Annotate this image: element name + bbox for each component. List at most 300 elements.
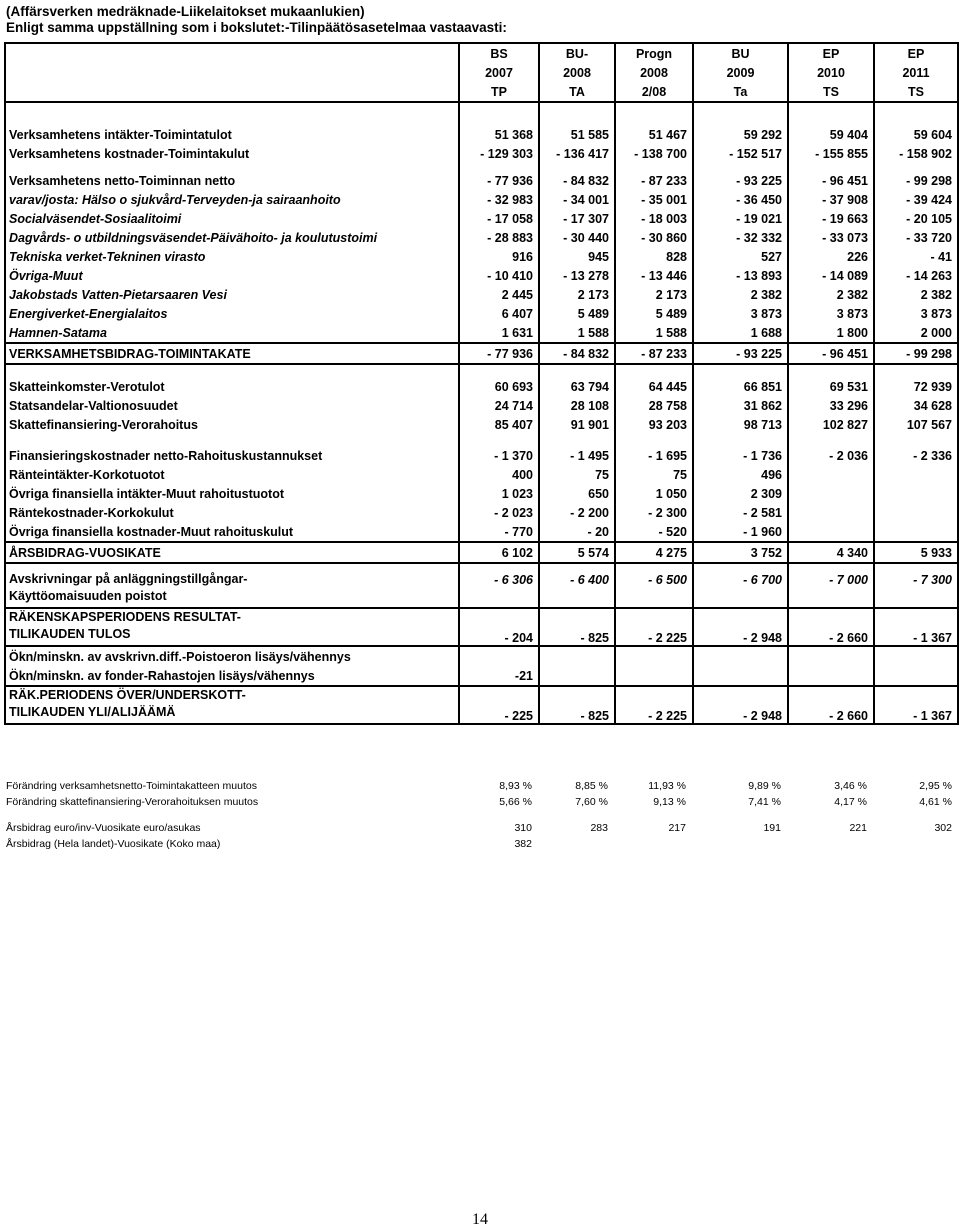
value-cell: - 93 225 [693, 343, 788, 364]
value-cell: 1 688 [693, 323, 788, 343]
indicator-value: 8,93 % [499, 779, 532, 792]
column-header-cell: BS [459, 43, 539, 63]
column-header-cell: BU- [539, 43, 615, 63]
indicator-label: Årsbidrag (Hela landet)-Vuosikate (Koko maa) [6, 837, 221, 850]
value-cell: - 77 936 [459, 171, 539, 190]
spacer-cell [5, 364, 459, 377]
value-cell [874, 646, 958, 666]
row-label: varav/josta: Hälso o sjukvård-Terveyden-ja sairaanhoito [5, 190, 459, 209]
value-cell: - 1 367 [874, 686, 958, 724]
value-cell: 2 382 [788, 285, 874, 304]
value-cell: 2 382 [693, 285, 788, 304]
value-cell: - 96 451 [788, 343, 874, 364]
spacer-cell [539, 102, 615, 125]
column-header-cell: TS [788, 82, 874, 102]
value-cell: - 20 105 [874, 209, 958, 228]
row-label: Ränteintäkter-Korkotuotot [5, 465, 459, 484]
value-cell: 59 604 [874, 125, 958, 144]
value-cell: - 2 036 [788, 446, 874, 465]
value-cell: 5 574 [539, 542, 615, 563]
value-cell: - 10 410 [459, 266, 539, 285]
row-label: VERKSAMHETSBIDRAG-TOIMINTAKATE [5, 343, 459, 364]
spacer-cell [693, 434, 788, 446]
table-row [5, 171, 958, 190]
value-cell: 51 585 [539, 125, 615, 144]
indicator-value: 302 [934, 821, 952, 834]
value-cell: 51 368 [459, 125, 539, 144]
value-cell: 60 693 [459, 377, 539, 396]
indicator-label: Förändring skattefinansiering-Verorahoituksen muutos [6, 795, 259, 808]
column-header-cell: 2011 [874, 63, 958, 82]
indicator-value [612, 836, 690, 852]
table-row [5, 522, 958, 542]
value-cell: 102 827 [788, 415, 874, 434]
column-header-cell: 2008 [539, 63, 615, 82]
table-row [5, 503, 958, 522]
value-cell: 66 851 [693, 377, 788, 396]
spacer-row [5, 364, 958, 377]
value-cell [874, 503, 958, 522]
value-cell [615, 646, 693, 666]
value-cell: 72 939 [874, 377, 958, 396]
page-number: 14 [472, 1211, 488, 1228]
value-cell: - 129 303 [459, 144, 539, 163]
value-cell: - 6 306 [459, 571, 539, 608]
value-cell: - 93 225 [693, 171, 788, 190]
value-cell: - 1 495 [539, 446, 615, 465]
indicator-row [6, 778, 956, 794]
value-cell: - 77 936 [459, 343, 539, 364]
column-header-cell: 2008 [615, 63, 693, 82]
table-row [5, 571, 958, 608]
row-label: Skatteinkomster-Verotulot [5, 377, 459, 396]
column-header-cell: 2009 [693, 63, 788, 82]
scan-cut-edge [0, 854, 960, 862]
value-cell: 51 467 [615, 125, 693, 144]
row-label: Ökn/minskn. av avskrivn.diff.-Poistoeron lisäys/vähennys [5, 646, 459, 666]
value-cell: 63 794 [539, 377, 615, 396]
value-cell: - 6 400 [539, 571, 615, 608]
value-cell [788, 522, 874, 542]
indicator-table [6, 778, 956, 852]
row-label: Verksamhetens netto-Toiminnan netto [5, 171, 459, 190]
table-row [5, 686, 958, 724]
table-row [5, 608, 958, 646]
value-cell: 4 275 [615, 542, 693, 563]
spacer-cell [874, 102, 958, 125]
spacer-cell [874, 364, 958, 377]
row-label: Verksamhetens intäkter-Toimintatulot [5, 125, 459, 144]
value-cell: 2 445 [459, 285, 539, 304]
value-cell: 28 108 [539, 396, 615, 415]
indicator-value: 9,13 % [653, 795, 686, 808]
value-cell: 69 531 [788, 377, 874, 396]
value-cell: 91 901 [539, 415, 615, 434]
value-cell: 2 382 [874, 285, 958, 304]
value-cell: - 152 517 [693, 144, 788, 163]
spacer-cell [615, 364, 693, 377]
value-cell: - 825 [539, 608, 615, 646]
value-cell: - 2 225 [615, 686, 693, 724]
value-cell: - 2 023 [459, 503, 539, 522]
value-cell: 31 862 [693, 396, 788, 415]
value-cell [874, 522, 958, 542]
spacer-cell [459, 364, 539, 377]
value-cell: - 2 660 [788, 608, 874, 646]
column-header-cell: 2010 [788, 63, 874, 82]
value-cell [693, 666, 788, 686]
row-label: Verksamhetens kostnader-Toimintakulut [5, 144, 459, 163]
column-header-cell: BU [693, 43, 788, 63]
value-cell: - 2 948 [693, 686, 788, 724]
value-cell: - 13 278 [539, 266, 615, 285]
value-cell: - 84 832 [539, 343, 615, 364]
column-header-cell: Progn [615, 43, 693, 63]
spacer-cell [788, 102, 874, 125]
indicator-value: 4,61 % [919, 795, 952, 808]
table-row [5, 666, 958, 686]
value-cell: - 37 908 [788, 190, 874, 209]
column-header-blank [5, 82, 459, 102]
value-cell: - 2 948 [693, 608, 788, 646]
spacer-row [5, 163, 958, 171]
value-cell [788, 503, 874, 522]
value-cell: - 2 581 [693, 503, 788, 522]
value-cell: - 19 663 [788, 209, 874, 228]
indicator-label: Årsbidrag euro/inv-Vuosikate euro/asukas [6, 821, 201, 834]
value-cell: - 770 [459, 522, 539, 542]
value-cell: 1 588 [615, 323, 693, 343]
value-cell: - 96 451 [788, 171, 874, 190]
value-cell: 828 [615, 247, 693, 266]
value-cell: 1 588 [539, 323, 615, 343]
value-cell: 6 407 [459, 304, 539, 323]
column-header-cell: TS [874, 82, 958, 102]
value-cell: 2 173 [539, 285, 615, 304]
value-cell: 85 407 [459, 415, 539, 434]
value-cell: 1 050 [615, 484, 693, 503]
spacer-cell [539, 364, 615, 377]
table-row [5, 542, 958, 563]
spacer-cell [539, 163, 615, 171]
header-line-2: Enligt samma uppställning som i bokslutet:-Tilinpäätösasetelmaa vastaavasti: [6, 20, 507, 35]
stats-spacer-cell [6, 810, 956, 820]
table-row [5, 343, 958, 364]
value-cell: - 158 902 [874, 144, 958, 163]
value-cell: - 32 332 [693, 228, 788, 247]
spacer-cell [459, 563, 539, 571]
row-label-line: Avskrivningar på anläggningstillgångar- [9, 572, 248, 586]
spacer-cell [615, 563, 693, 571]
value-cell: - 2 200 [539, 503, 615, 522]
value-cell [459, 646, 539, 666]
value-cell: - 155 855 [788, 144, 874, 163]
value-cell: - 1 367 [874, 608, 958, 646]
value-cell: 4 340 [788, 542, 874, 563]
value-cell: 1 631 [459, 323, 539, 343]
spacer-cell [459, 434, 539, 446]
spacer-cell [693, 364, 788, 377]
value-cell: - 17 058 [459, 209, 539, 228]
value-cell: - 19 021 [693, 209, 788, 228]
indicator-value: 221 [849, 821, 867, 834]
value-cell: - 36 450 [693, 190, 788, 209]
value-cell: -21 [459, 666, 539, 686]
value-cell: - 99 298 [874, 171, 958, 190]
row-label: Tekniska verket-Tekninen virasto [5, 247, 459, 266]
row-label [5, 571, 459, 608]
table-row [5, 209, 958, 228]
value-cell: - 1 370 [459, 446, 539, 465]
header-line-1: (Affärsverken medräknade-Liikelaitokset mukaanlukien) [6, 4, 365, 19]
spacer-row [5, 434, 958, 446]
indicator-value: 5,66 % [499, 795, 532, 808]
spacer-cell [459, 163, 539, 171]
spacer-cell [693, 563, 788, 571]
row-label-line: RÄKENSKAPSPERIODENS RESULTAT- [9, 610, 241, 624]
spacer-cell [788, 434, 874, 446]
row-label: Övriga finansiella kostnader-Muut rahoituskulut [5, 522, 459, 542]
value-cell: - 28 883 [459, 228, 539, 247]
value-cell: 400 [459, 465, 539, 484]
spacer-cell [459, 102, 539, 125]
column-header-cell: 2/08 [615, 82, 693, 102]
value-cell: 24 714 [459, 396, 539, 415]
value-cell: - 2 336 [874, 446, 958, 465]
table-row [5, 304, 958, 323]
value-cell: 33 296 [788, 396, 874, 415]
column-header-cell: TA [539, 82, 615, 102]
table-row [5, 190, 958, 209]
value-cell: 34 628 [874, 396, 958, 415]
table-row [5, 285, 958, 304]
value-cell: - 30 860 [615, 228, 693, 247]
value-cell: - 7 000 [788, 571, 874, 608]
value-cell: 98 713 [693, 415, 788, 434]
spacer-cell [788, 163, 874, 171]
value-cell [788, 666, 874, 686]
indicator-value: 7,41 % [748, 795, 781, 808]
value-cell [874, 666, 958, 686]
value-cell: - 30 440 [539, 228, 615, 247]
value-cell: - 2 225 [615, 608, 693, 646]
indicator-value: 7,60 % [575, 795, 608, 808]
column-header-blank [5, 43, 459, 63]
spacer-cell [5, 434, 459, 446]
value-cell: - 520 [615, 522, 693, 542]
indicator-value: 382 [514, 837, 532, 850]
value-cell: 945 [539, 247, 615, 266]
value-cell [539, 646, 615, 666]
row-label: Statsandelar-Valtionosuudet [5, 396, 459, 415]
spacer-cell [615, 434, 693, 446]
indicator-row [6, 794, 956, 810]
table-row [5, 446, 958, 465]
value-cell: 75 [539, 465, 615, 484]
table-row [5, 465, 958, 484]
value-cell: - 1 695 [615, 446, 693, 465]
indicator-value [785, 836, 871, 852]
value-cell [874, 465, 958, 484]
value-cell: - 14 263 [874, 266, 958, 285]
table-row [5, 646, 958, 666]
value-cell: - 204 [459, 608, 539, 646]
indicator-value [871, 836, 956, 852]
column-header-cell: TP [459, 82, 539, 102]
row-label [5, 686, 459, 724]
value-cell: - 34 001 [539, 190, 615, 209]
value-cell: 527 [693, 247, 788, 266]
column-header-row [5, 43, 958, 63]
value-cell: - 2 300 [615, 503, 693, 522]
table-row [5, 144, 958, 163]
spacer-cell [5, 102, 459, 125]
column-header-blank [5, 63, 459, 82]
value-cell: - 33 073 [788, 228, 874, 247]
value-cell: 3 873 [874, 304, 958, 323]
value-cell: 6 102 [459, 542, 539, 563]
value-cell: 1 023 [459, 484, 539, 503]
value-cell: - 825 [539, 686, 615, 724]
spacer-cell [615, 163, 693, 171]
row-label-line: Käyttöomaisuuden poistot [9, 589, 167, 603]
value-cell: 59 404 [788, 125, 874, 144]
value-cell: 1 800 [788, 323, 874, 343]
value-cell: - 1 960 [693, 522, 788, 542]
row-label: Övriga-Muut [5, 266, 459, 285]
value-cell: 5 933 [874, 542, 958, 563]
value-cell: 2 173 [615, 285, 693, 304]
indicator-value: 11,93 % [648, 779, 686, 792]
spacer-cell [615, 102, 693, 125]
table-row [5, 484, 958, 503]
indicator-value: 3,46 % [834, 779, 867, 792]
value-cell: - 87 233 [615, 343, 693, 364]
stats-spacer [6, 810, 956, 820]
column-header-cell: Ta [693, 82, 788, 102]
spacer-cell [874, 163, 958, 171]
indicator-row [6, 836, 956, 852]
value-cell [788, 646, 874, 666]
value-cell: - 39 424 [874, 190, 958, 209]
value-cell: 3 752 [693, 542, 788, 563]
value-cell: 916 [459, 247, 539, 266]
row-label: Finansieringskostnader netto-Rahoituskustannukset [5, 446, 459, 465]
spacer-cell [5, 563, 459, 571]
value-cell: - 138 700 [615, 144, 693, 163]
value-cell: - 7 300 [874, 571, 958, 608]
value-cell: 3 873 [788, 304, 874, 323]
indicator-label: Förändring verksamhetsnetto-Toimintakatteen muutos [6, 779, 257, 792]
value-cell [615, 666, 693, 686]
table-row [5, 125, 958, 144]
table-row [5, 266, 958, 285]
row-label: Hamnen-Satama [5, 323, 459, 343]
spacer-cell [539, 434, 615, 446]
value-cell: - 225 [459, 686, 539, 724]
table-row [5, 228, 958, 247]
value-cell [539, 666, 615, 686]
indicator-value: 9,89 % [748, 779, 781, 792]
spacer-cell [5, 163, 459, 171]
value-cell: 5 489 [539, 304, 615, 323]
spacer-cell [539, 563, 615, 571]
column-header-row [5, 63, 958, 82]
indicator-value [690, 836, 785, 852]
row-label: Jakobstads Vatten-Pietarsaaren Vesi [5, 285, 459, 304]
row-label: Dagvårds- o utbildningsväsendet-Päivähoito- ja koulutustoimi [5, 228, 459, 247]
value-cell: 5 489 [615, 304, 693, 323]
indicator-value: 310 [514, 821, 532, 834]
indicator-value: 217 [668, 821, 686, 834]
table-row [5, 323, 958, 343]
value-cell: 2 309 [693, 484, 788, 503]
indicator-value: 191 [763, 821, 781, 834]
value-cell: - 35 001 [615, 190, 693, 209]
value-cell: - 6 700 [693, 571, 788, 608]
spacer-cell [693, 102, 788, 125]
table-row [5, 396, 958, 415]
spacer-cell [693, 163, 788, 171]
spacer-row [5, 563, 958, 571]
spacer-cell [874, 434, 958, 446]
row-label: Räntekostnader-Korkokulut [5, 503, 459, 522]
table-row [5, 247, 958, 266]
indicator-value: 4,17 % [834, 795, 867, 808]
value-cell [788, 465, 874, 484]
value-cell: - 1 736 [693, 446, 788, 465]
spacer-cell [874, 563, 958, 571]
row-label: ÅRSBIDRAG-VUOSIKATE [5, 542, 459, 563]
indicator-value: 283 [590, 821, 608, 834]
value-cell: - 84 832 [539, 171, 615, 190]
row-label: Ökn/minskn. av fonder-Rahastojen lisäys/vähennys [5, 666, 459, 686]
value-cell: - 17 307 [539, 209, 615, 228]
spacer-cell [788, 364, 874, 377]
indicator-value: 8,85 % [575, 779, 608, 792]
spacer-row [5, 102, 958, 125]
row-label: Skattefinansiering-Verorahoitus [5, 415, 459, 434]
column-header-cell: 2007 [459, 63, 539, 82]
value-cell: 64 445 [615, 377, 693, 396]
value-cell: - 41 [874, 247, 958, 266]
row-label: Övriga finansiella intäkter-Muut rahoitustuotot [5, 484, 459, 503]
value-cell: - 18 003 [615, 209, 693, 228]
spacer-cell [788, 563, 874, 571]
value-cell: 93 203 [615, 415, 693, 434]
value-cell: 650 [539, 484, 615, 503]
indicator-row [6, 820, 956, 836]
row-label-line: TILIKAUDEN YLI/ALIJÄÄMÄ [9, 705, 176, 719]
value-cell: - 2 660 [788, 686, 874, 724]
value-cell: - 99 298 [874, 343, 958, 364]
indicator-value [536, 836, 612, 852]
value-cell [788, 484, 874, 503]
value-cell: - 33 720 [874, 228, 958, 247]
column-header-cell: EP [874, 43, 958, 63]
value-cell: - 32 983 [459, 190, 539, 209]
column-header-cell: EP [788, 43, 874, 63]
value-cell: - 13 893 [693, 266, 788, 285]
row-label [5, 608, 459, 646]
value-cell: - 6 500 [615, 571, 693, 608]
row-label: Socialväsendet-Sosiaalitoimi [5, 209, 459, 228]
table-row [5, 377, 958, 396]
value-cell: 226 [788, 247, 874, 266]
value-cell: 28 758 [615, 396, 693, 415]
value-cell: - 136 417 [539, 144, 615, 163]
value-cell: 3 873 [693, 304, 788, 323]
